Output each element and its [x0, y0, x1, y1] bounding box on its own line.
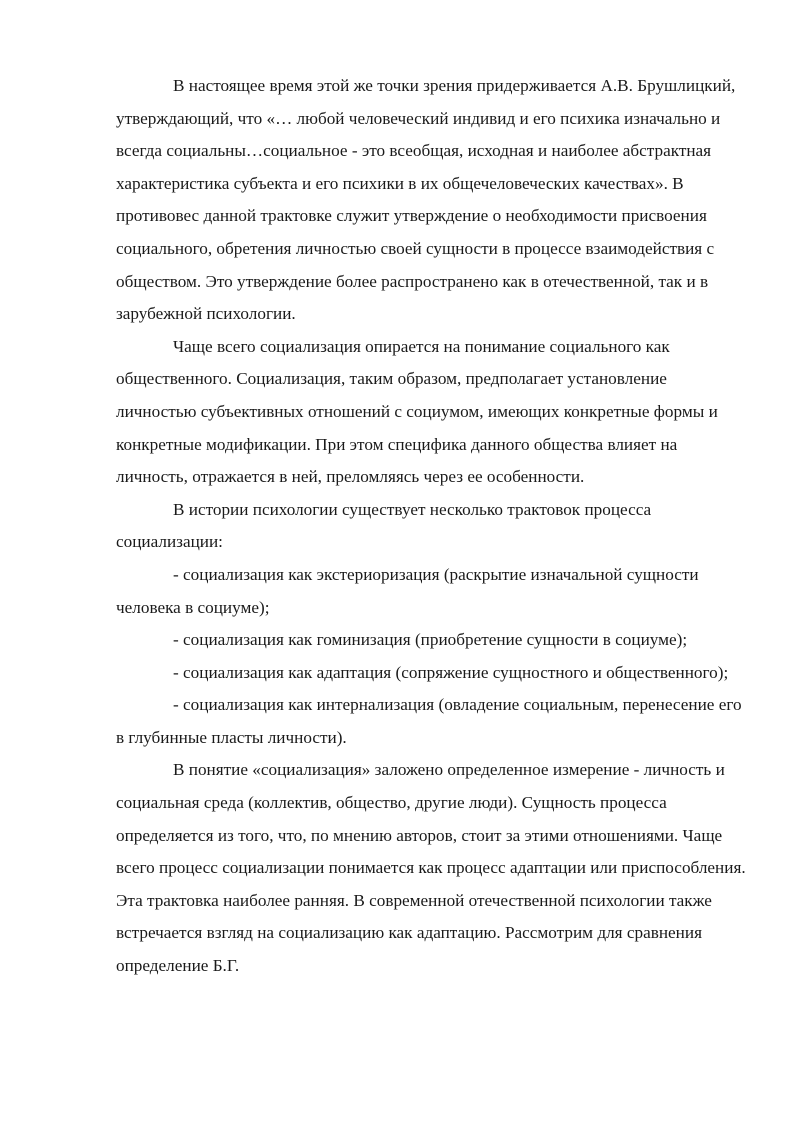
list-item-internalization: - социализация как интернализация (овладение социальным, перенесение его в глубинные пласты личности). — [116, 695, 742, 747]
document-body — [116, 70, 748, 983]
list-item-adaptation: - социализация как адаптация (сопряжение сущностного и общественного); — [173, 662, 729, 682]
paragraph-brushlitsky: В настоящее время этой же точки зрения придерживается А.В. Брушлицкий, утверждающий, что «… любой человеческий индивид и его психика изначально и всегда социальны…социальное - это всеобщая, исходная и наиболее абстрактная характеристика субъекта и его психики в их общечеловеческих качествах». В противовес данной трактовке служит утверждение о необходимости присвоения социального, обретения личностью своей сущности в процессе взаимодействия с обществом. Это утверждение более распространено как в отечественной, так и в зарубежной психологии. — [116, 76, 736, 324]
paragraph-interpretations-intro: В истории психологии существует несколько трактовок процесса социализации: — [116, 499, 652, 552]
list-item-exteriorization: - социализация как экстериоризация (раскрытие изначальной сущности человека в социуме); — [116, 564, 699, 617]
paragraph-socialization-concept: В понятие «социализация» заложено определенное измерение - личность и социальная среда (коллектив, общество, другие люди). Сущность процесса определяется из того, что, по мнению авторов, стоит за этими отношениями. Чаще всего процесс социализации понимается как процесс адаптации или приспособления. Эта трактовка наиболее ранняя. В современной отечественной психологии также встречается взгляд на социализацию как адаптацию. Рассмотрим для сравнения определение Б.Г. — [116, 760, 746, 976]
list-item-hominization: - социализация как гоминизация (приобретение сущности в социуме); — [173, 630, 688, 650]
paragraph-social-as-public: Чаще всего социализация опирается на понимание социального как общественного. Социализация, таким образом, предполагает установление личностью субъективных отношений с социумом, имеющих конкретные формы и конкретные модификации. При этом специфика данного общества влияет на личность, отражается в ней, преломляясь через ее особенности. — [116, 336, 718, 487]
